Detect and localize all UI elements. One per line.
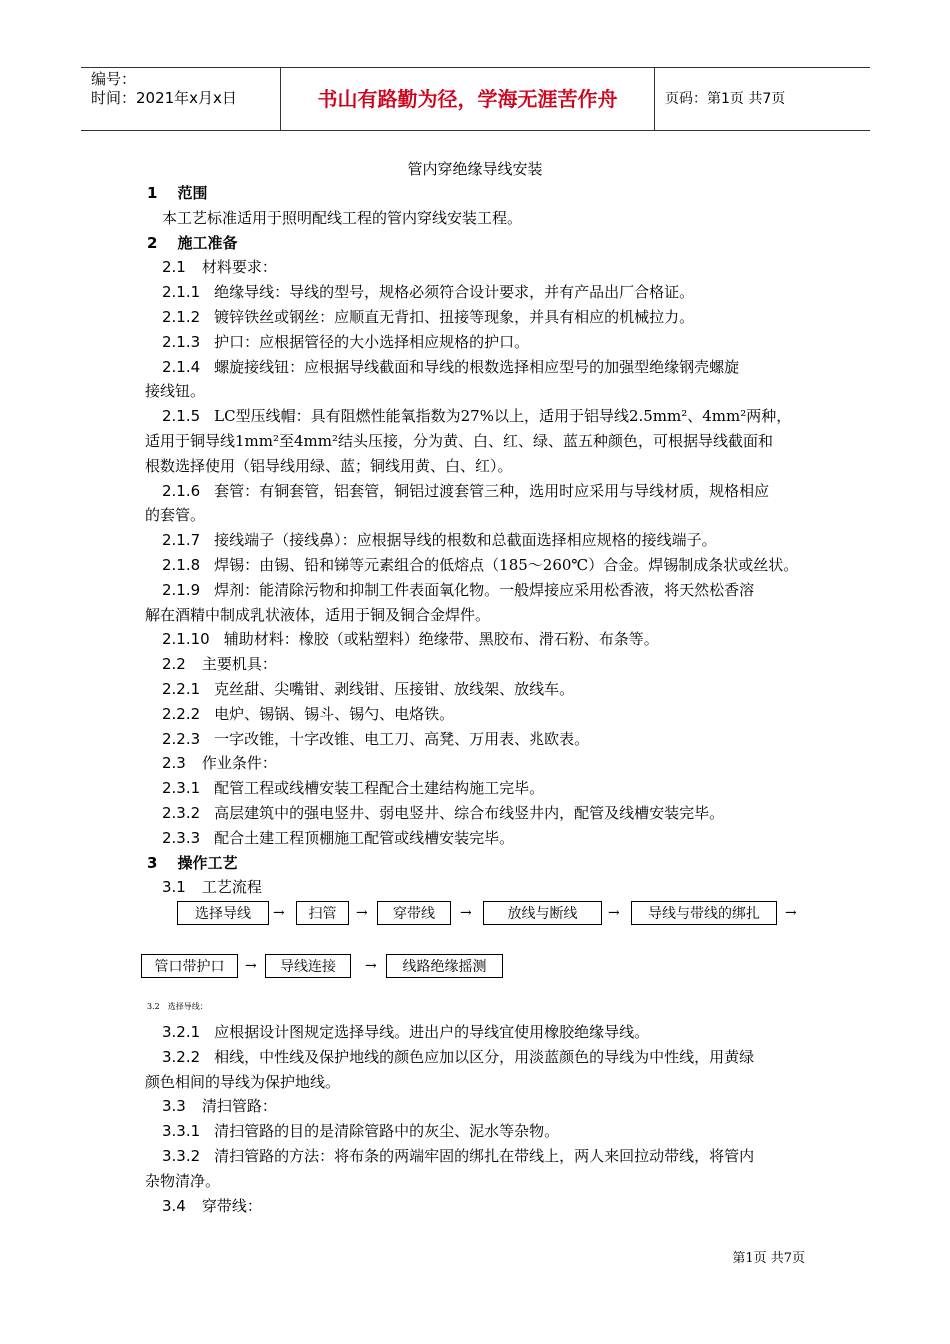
clause-text: 穿带线： [201, 1196, 262, 1215]
text-line [162, 355, 739, 379]
clause-text: 配管工程或线槽安装工程配合土建结构施工完毕。 [214, 779, 545, 798]
clause-number: 2.2.2 [162, 704, 201, 723]
text-line [162, 776, 544, 800]
clause-text: 接线钮。 [145, 382, 206, 401]
clause-number: 3.3 [162, 1097, 186, 1116]
clause-number: 1 [147, 184, 158, 202]
clause-text: 清扫管路： [201, 1097, 277, 1116]
clause-text: 接线端子（接线鼻）：应根据导线的根数和总截面选择相应规格的接线端子。 [214, 531, 717, 550]
clause-number: 2.2.1 [162, 680, 201, 698]
clause-number: 2.1.6 [162, 481, 201, 500]
flow-arrow-icon: → [356, 905, 368, 921]
text-line [162, 801, 724, 825]
clause-number: 3.4 [162, 1196, 186, 1215]
text-line [145, 1070, 340, 1094]
clause-number: 2.1.1 [162, 283, 201, 302]
clause-text: 镀锌铁丝或钢丝：应顺直无背扣、扭接等现象，并具有相应的机械拉力。 [214, 308, 695, 326]
flow-step: 管口带护口 [141, 954, 238, 978]
text-line [147, 851, 237, 875]
clause-text: 操作工艺 [177, 853, 238, 872]
clause-number: 2.3 [162, 754, 186, 773]
clause-text: 焊锡：由锡、铅和锑等元素组合的低熔点（185～260℃）合金。焊锡制成条状或丝状。 [214, 556, 799, 574]
clause-text: 螺旋接线钮：应根据导线截面和导线的根数选择相应型号的加强型绝缘钢壳螺旋 [214, 357, 740, 376]
clause-number: 2.1.3 [162, 332, 201, 351]
text-line [162, 652, 277, 676]
flow-arrow-icon: → [460, 905, 472, 921]
flow-step: 线路绝缘摇测 [386, 954, 503, 978]
text-line [145, 429, 773, 453]
header-page-number: 页码：第1页 共7页 [665, 91, 786, 107]
flow-step: 选择导线 [177, 901, 269, 925]
text-line [147, 231, 237, 255]
clause-text: 解在酒精中制成乳状液体，适用于铜及铜合金焊件。 [145, 605, 491, 624]
text-line [162, 677, 574, 701]
clause-number: 2.1.9 [162, 580, 201, 599]
text-line [162, 1144, 754, 1168]
clause-number: 2.1.7 [162, 531, 201, 550]
clause-number: 2.3.1 [162, 779, 201, 798]
clause-text: 一字改锥，十字改锥、电工刀、高凳、万用表、兆欧表。 [214, 729, 590, 748]
clause-number: 3.3.2 [162, 1147, 201, 1165]
clause-text: 应根据设计图规定选择导线。进出户的导线宜使用橡胶绝缘导线。 [214, 1023, 650, 1041]
flow-arrow-icon: → [273, 905, 285, 921]
text-line [162, 330, 529, 354]
text-line [145, 603, 490, 627]
clause-text: 电炉、锡锅、锡斗、锡勺、电烙铁。 [214, 704, 455, 723]
section-caption: 3.2 选择导线： [147, 1002, 208, 1011]
text-line [145, 503, 205, 527]
document-title: 管内穿绝缘导线安装 [407, 160, 543, 178]
text-line [162, 751, 277, 775]
header-number: 编号： [91, 70, 137, 88]
flow-arrow-icon: → [608, 905, 620, 921]
text-line [162, 627, 659, 651]
text-line [162, 1119, 559, 1143]
clause-text: 配合土建工程顶棚施工配管或线槽安装完毕。 [214, 828, 515, 847]
clause-number: 3.1 [162, 878, 186, 897]
clause-number: 2.3.2 [162, 804, 201, 822]
clause-text: 范围 [177, 184, 208, 202]
clause-number: 3.3.1 [162, 1122, 201, 1141]
clause-text: 辅助材料：橡胶（或粘塑料）绝缘带、黑胶布、滑石粉、布条等。 [223, 630, 659, 649]
flow-arrow-icon: → [785, 905, 797, 921]
text-line [162, 553, 798, 577]
text-line [162, 1094, 277, 1118]
header-divider [654, 68, 655, 130]
clause-number: 2.3.3 [162, 828, 201, 847]
clause-text: 相线，中性线及保护地线的颜色应加以区分，用淡蓝颜色的导线为中性线，用黄绿 [214, 1047, 755, 1066]
flow-step: 导线连接 [265, 954, 351, 978]
clause-text: 高层建筑中的强电竖井、弱电竖井、综合布线竖井内，配管及线槽安装完毕。 [214, 804, 725, 822]
clause-text: 根数选择使用（铝导线用绿、蓝；铜线用黄、白、红）。 [145, 456, 513, 475]
text-line [162, 255, 277, 279]
clause-number: 2.1.8 [162, 556, 201, 574]
clause-number: 2.1.4 [162, 357, 201, 376]
text-line [162, 206, 522, 230]
text-line [162, 727, 589, 751]
clause-number: 2.2 [162, 655, 186, 674]
text-line [162, 404, 791, 428]
header-time: 时间：2021年x月x日 [91, 89, 237, 107]
clause-text: 本工艺标准适用于照明配线工程的管内穿线安装工程。 [162, 208, 523, 227]
clause-number: 2.1.5 [162, 407, 201, 426]
clause-text: 适用于铜导线1mm²至4mm²结头压接，分为黄、白、红、绿、蓝五种颜色，可根据导线截面和 [145, 432, 774, 450]
clause-text: 护口：应根据管径的大小选择相应规格的护口。 [214, 332, 530, 351]
page-header [81, 67, 870, 131]
clause-number: 2.1.2 [162, 308, 201, 326]
header-meta [91, 70, 281, 108]
header-motto: 书山有路勤为径，学海无涯苦作舟 [317, 87, 618, 111]
clause-text: 主要机具： [201, 655, 277, 674]
text-line [145, 1169, 220, 1193]
clause-text: 施工准备 [177, 233, 238, 252]
clause-number: 2.2.3 [162, 729, 201, 748]
flow-step: 穿带线 [377, 901, 451, 925]
clause-text: 套管：有铜套管，铝套管，铜铝过渡套管三种，选用时应采用与导线材质，规格相应 [214, 481, 770, 500]
text-line [162, 1020, 649, 1044]
text-line [162, 875, 262, 899]
clause-text: LC型压线帽：具有阻燃性能氧指数为27%以上，适用于铝导线2.5mm²、4mm²两种， [214, 407, 792, 426]
flow-arrow-icon: → [245, 958, 257, 974]
text-line [162, 305, 694, 329]
clause-text: 清扫管路的目的是清除管路中的灰尘、泥水等杂物。 [214, 1122, 560, 1141]
text-line [162, 1045, 754, 1069]
text-line [145, 379, 205, 403]
text-line [162, 826, 514, 850]
text-line [162, 1194, 262, 1218]
clause-text: 绝缘导线：导线的型号，规格必须符合设计要求，并有产品出厂合格证。 [214, 283, 695, 302]
flow-step: 扫管 [296, 901, 349, 925]
text-line [147, 181, 207, 205]
clause-text: 清扫管路的方法：将布条的两端牢固的绑扎在带线上，两人来回拉动带线，将管内 [214, 1147, 755, 1165]
clause-text: 克丝甜、尖嘴钳、剥线钳、压接钳、放线架、放线车。 [214, 680, 575, 698]
text-line [162, 280, 694, 304]
clause-number: 3.2.2 [162, 1047, 201, 1066]
clause-text: 焊剂：能清除污物和抑制工件表面氧化物。一般焊接应采用松香液，将天然松香溶 [214, 580, 755, 599]
text-line [162, 479, 769, 503]
text-line [162, 528, 717, 552]
text-line [162, 578, 754, 602]
clause-text: 工艺流程 [201, 878, 262, 897]
clause-number: 3 [147, 853, 158, 872]
flow-step: 导线与带线的绑扎 [631, 901, 777, 925]
clause-text: 的套管。 [145, 506, 206, 525]
clause-text: 作业条件： [201, 754, 277, 773]
flow-arrow-icon: → [365, 958, 377, 974]
clause-number: 2.1 [162, 258, 186, 277]
clause-text: 杂物清净。 [145, 1171, 221, 1190]
flow-step: 放线与断线 [483, 901, 602, 925]
text-line [162, 702, 454, 726]
clause-number: 3.2.1 [162, 1023, 201, 1041]
page-footer: 第1页 共7页 [732, 1251, 805, 1266]
text-line [145, 454, 513, 478]
clause-number: 2.1.10 [162, 630, 210, 649]
clause-text: 颜色相间的导线为保护地线。 [145, 1072, 341, 1091]
clause-text: 材料要求： [201, 258, 277, 277]
clause-number: 2 [147, 233, 158, 252]
